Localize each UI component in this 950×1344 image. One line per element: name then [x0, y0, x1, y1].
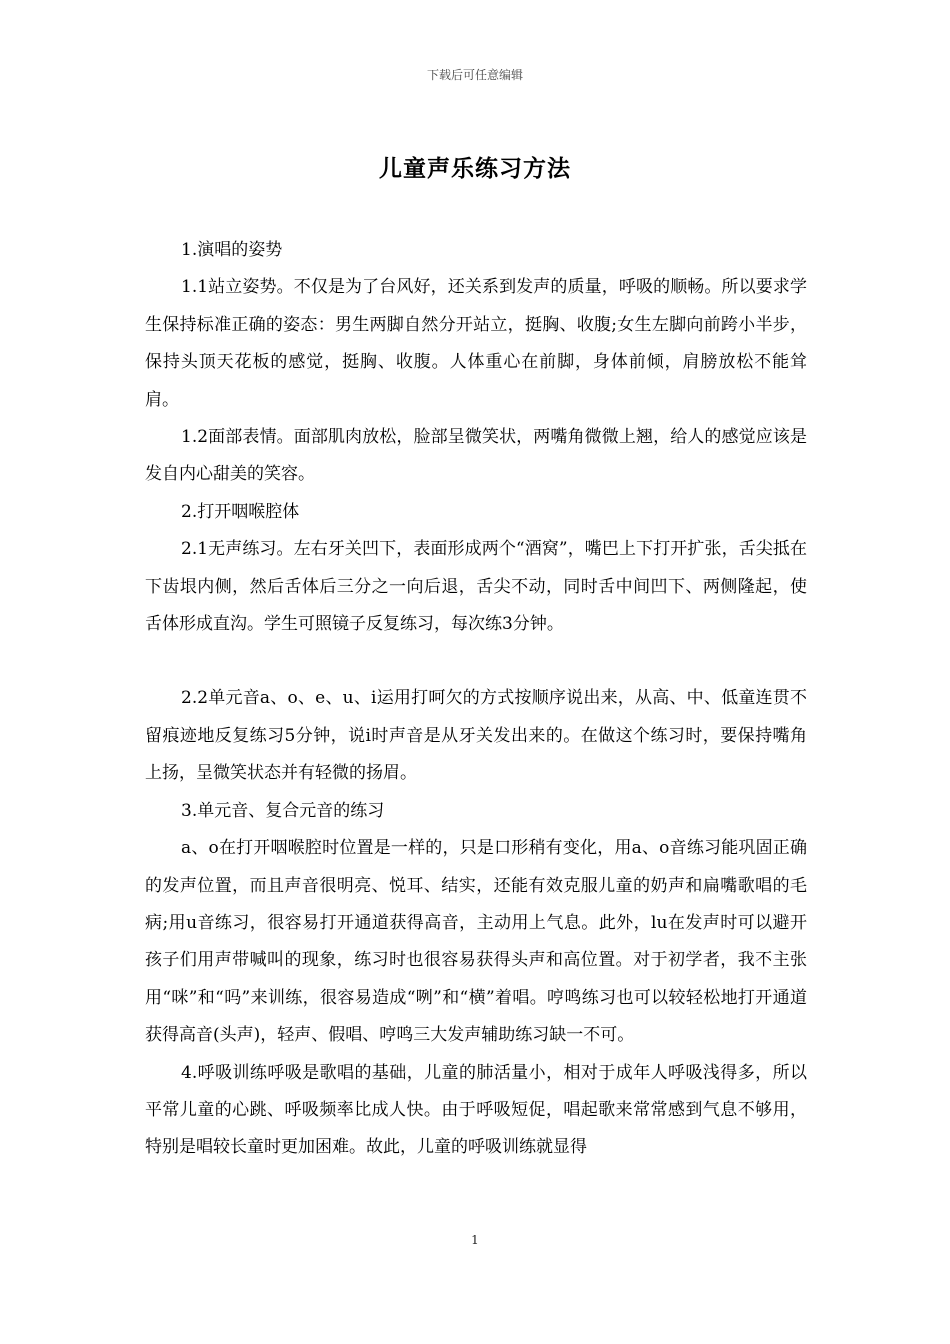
paragraph-section-3-heading: 3.单元音、复合元音的练习 — [181, 800, 385, 821]
document-body — [145, 232, 807, 1167]
paragraph-1-1-standing-posture: 1.1站立姿势。不仅是为了台风好，还关系到发声的质量，呼吸的顺畅。所以要求学生保持标准正确的姿态：男生两脚自然分开站立，挺胸、收腹;女生左脚向前跨小半步，保持头顶天花板的感觉，挺胸、收腹。人体重心在前脚，身体前倾，肩膀放松不能耸肩。 — [145, 277, 807, 410]
page-number: 1 — [471, 1233, 479, 1247]
paragraph-section-1-heading: 1.演唱的姿势 — [181, 240, 283, 260]
paragraph-2-1-silent-practice: 2.1无声练习。左右牙关凹下，表面形成两个“酒窝”，嘴巴上下打开扩张，舌尖抵在下齿垠内侧，然后舌体后三分之一向后退，舌尖不动，同时舌中间凹下、两侧隆起，使舌体形成直沟。学生可照镜子反复练习，每次练3分钟。 — [145, 539, 807, 635]
page-header: 下载后可任意编辑 — [426, 68, 523, 82]
paragraph-2-2-single-vowels: 2.2单元音a、o、e、u、i运用打呵欠的方式按顺序说出来，从高、中、低童连贯不留痕迹地反复练习5分钟，说i时声音是从牙关发出来的。在做这个练习时，要保持嘴角上扬，呈微笑状态并有轻微的扬眉。 — [145, 688, 807, 784]
paragraph-1-2-facial-expression: 1.2面部表情。面部肌肉放松，脸部呈微笑状，两嘴角微微上翘，给人的感觉应该是发自内心甜美的笑容。 — [145, 427, 807, 485]
paragraph-section-2-heading: 2.打开咽喉腔体 — [181, 501, 300, 522]
paragraph-4-breathing-training: 4.呼吸训练呼吸是歌唱的基础，儿童的肺活量小，相对于成年人呼吸浅得多，所以平常儿童的心跳、呼吸频率比成人快。由于呼吸短促，唱起歌来常常感到气息不够用，特别是唱较长童时更加困难。故此，儿童的呼吸训练就显得 — [145, 1062, 807, 1158]
paragraph-3-vowel-practice: a、o在打开咽喉腔时位置是一样的，只是口形稍有变化，用a、o音练习能巩固正确的发声位置，而且声音很明亮、悦耳、结实，还能有效克服儿童的奶声和扁嘴歌唱的毛病;用u音练习，很容易打开通道获得高音，主动用上气息。此外，lu在发声时可以避开孩子们用声带喊叫的现象，练习时也很容易获得头声和高位置。对于初学者，我不主张用“咪”和“吗”来训练，很容易造成“咧”和“横”着唱。哼鸣练习也可以较轻松地打开通道获得高音(头声)，轻声、假唱、哼鸣三大发声辅助练习缺一不可。 — [145, 838, 807, 1046]
document-title: 儿童声乐练习方法 — [379, 155, 571, 182]
